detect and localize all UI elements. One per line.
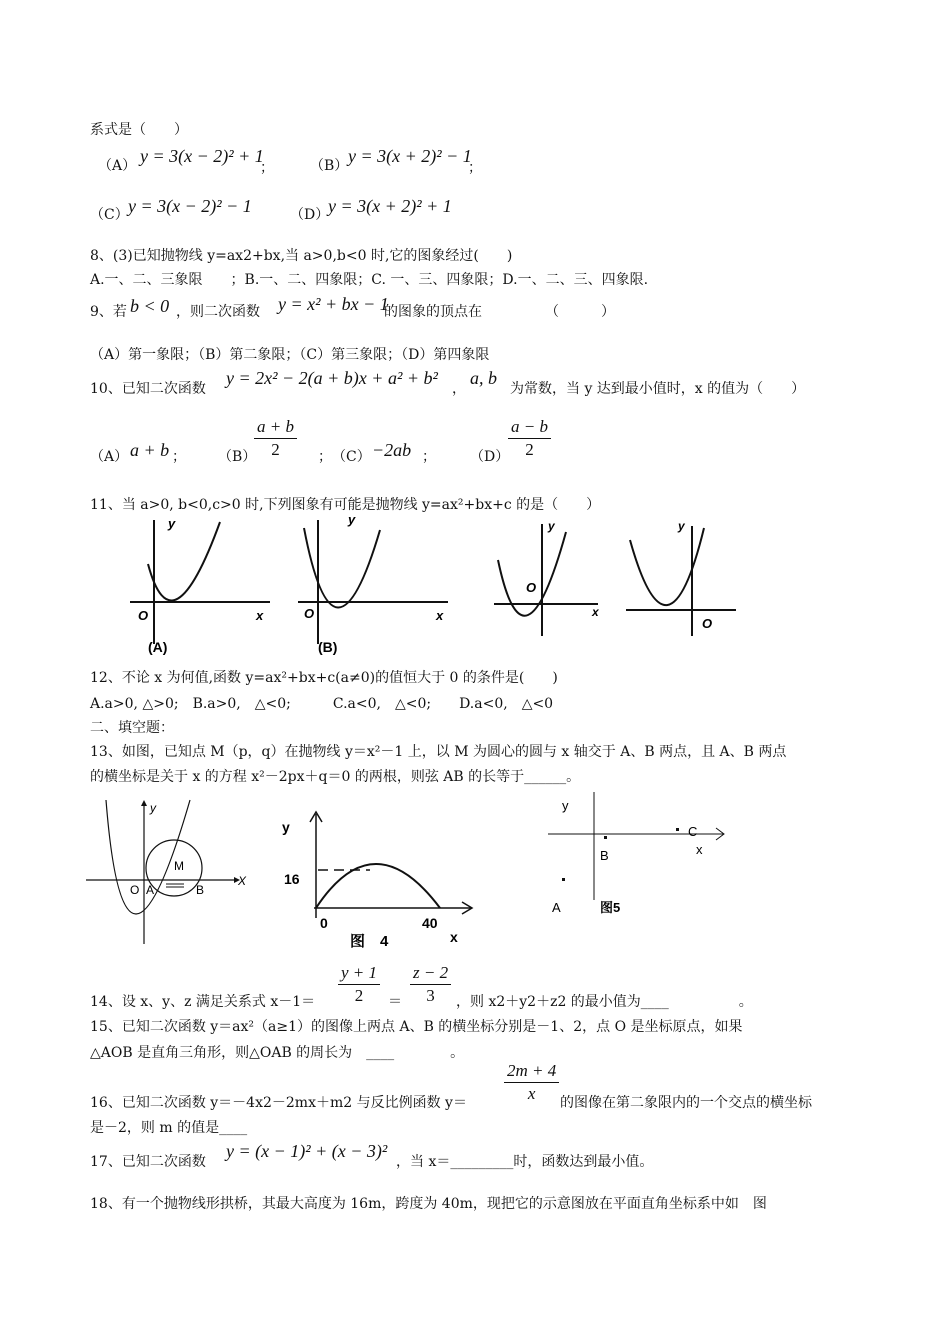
figure-4-40: 40 xyxy=(422,915,438,931)
q18-line1: 18、有一个抛物线形拱桥，其最大高度为 16m，跨度为 40m，现把它的示意图放在平面直角坐标系中如 图 xyxy=(90,1196,767,1212)
q9-suffix: 的图象的顶点在 （ ） xyxy=(384,304,615,320)
q11-c-y-label: y xyxy=(548,519,555,533)
q10-suffix: 为常数，当 y 达到最小值时，x 的值为（ ） xyxy=(510,381,806,397)
q10-comma: ， xyxy=(452,381,466,397)
q10-option-d-fraction xyxy=(508,416,551,461)
q10-sep-b: ； xyxy=(318,449,332,465)
q17-suffix: ，当 x＝_________时，函数达到最小值。 xyxy=(396,1154,654,1170)
q16-line2: 是－2，则 m 的值是____ xyxy=(90,1120,248,1136)
q11-figure-c xyxy=(488,520,618,650)
q9-function: y = x² + bx − 1 xyxy=(278,294,389,314)
q14-frac1-den: 2 xyxy=(354,986,364,1005)
q10-option-a-expr: a + b xyxy=(130,440,170,460)
q10-params: a, b xyxy=(470,368,497,388)
q11-c-x-label: x xyxy=(592,605,599,619)
q14-frac2-den: 3 xyxy=(426,986,435,1005)
q10-sep-c: ； xyxy=(422,449,436,465)
q11-b-x-label: x xyxy=(436,608,444,623)
q10-option-c-expr: −2ab xyxy=(372,440,412,460)
q13-fig-b: B xyxy=(196,883,205,897)
figure-5-x: x xyxy=(696,842,703,857)
figure-4-caption: 图 4 xyxy=(350,933,389,950)
q7-option-c-expr: y = 3(x − 2)² − 1 xyxy=(128,196,252,216)
q11-a-caption: (A) xyxy=(148,639,168,655)
q13-fig-x: X xyxy=(238,874,247,888)
figure-4-0: 0 xyxy=(320,915,328,931)
q11-c-origin: O xyxy=(526,580,537,595)
q17-function: y = (x − 1)² + (x − 3)² xyxy=(226,1141,388,1161)
q16-suffix: 的图像在第二象限内的一个交点的横坐标 xyxy=(560,1095,812,1111)
q7-sep-a: ； xyxy=(260,160,274,176)
q16-prefix: 16、已知二次函数 y＝－4x2－2mx＋m2 与反比例函数 y＝ xyxy=(90,1095,467,1111)
q12-options: A.a>0, △>0; B.a>0, △<0; C.a<0, △<0; D.a<0, △<0 xyxy=(90,696,554,712)
q16-frac-den: x xyxy=(527,1084,536,1103)
q14-fraction-1 xyxy=(338,962,380,1007)
q11-figure-b xyxy=(288,514,448,662)
q10-sep-a: ； xyxy=(172,449,186,465)
q15-line1: 15、已知二次函数 y＝ax²（a≥1）的图像上两点 A、B 的横坐标分别是－1、2，点 O 是坐标原点，如果 xyxy=(90,1019,743,1035)
q14-equals: ＝ xyxy=(388,994,402,1010)
q9-options: （A）第一象限；（B）第二象限；（C）第三象限；（D）第四象限 xyxy=(90,347,490,363)
q11-b-origin: O xyxy=(304,606,315,621)
figure-4 xyxy=(278,806,478,956)
q7-option-b-expr: y = 3(x + 2)² − 1 xyxy=(348,146,472,166)
q10-option-d-num: a − b xyxy=(508,416,551,439)
q14-fraction-2 xyxy=(410,962,451,1007)
q11-figure-d xyxy=(622,520,742,640)
q10-option-b-fraction xyxy=(254,416,297,461)
q9-prefix: 9、若 xyxy=(90,304,127,320)
q9-condition: b < 0 xyxy=(130,296,170,316)
q16-fraction xyxy=(504,1060,559,1105)
q13-figure xyxy=(80,798,250,948)
q11-figure-a xyxy=(120,514,270,662)
q11-a-y-label: y xyxy=(168,516,176,531)
q9-mid: ，则二次函数 xyxy=(176,304,260,320)
q13-line1: 13、如图，已知点 M（p，q）在抛物线 y＝x²－1 上，以 M 为圆心的圆与 x 轴交于 A、B 两点，且 A、B 两点 xyxy=(90,744,787,760)
figure-5-b: B xyxy=(600,848,609,863)
q13-fig-a: A xyxy=(146,883,155,897)
q14-frac1-num: y + 1 xyxy=(338,962,380,985)
q7-stem: 系式是（ ） xyxy=(90,122,188,138)
q7-sep-b: ； xyxy=(468,160,482,176)
q7-option-d-expr: y = 3(x + 2)² + 1 xyxy=(328,196,452,216)
q14-suffix: ，则 x2＋y2＋z2 的最小值为____ 。 xyxy=(456,994,753,1010)
q11-d-y-label: y xyxy=(678,519,685,533)
q11-stem: 11、当 a>0, b<0,c>0 时,下列图象有可能是抛物线 y=ax²+bx+c 的是（ ） xyxy=(90,497,601,513)
q10-option-d-den: 2 xyxy=(525,440,534,459)
figure-5 xyxy=(548,788,734,918)
q11-b-caption: (B) xyxy=(318,639,338,655)
figure-5-y: y xyxy=(562,798,569,813)
q8-stem: 8、(3)已知抛物线 y=ax2+bx,当 a>0,b<0 时,它的图象经过( ) xyxy=(90,248,513,264)
q7-option-c-label: （C） xyxy=(90,207,129,223)
q11-a-x-label: x xyxy=(256,608,264,623)
q16-frac-num: 2m + 4 xyxy=(504,1060,559,1083)
figure-5-caption: 图5 xyxy=(600,900,621,915)
q10-function: y = 2x² − 2(a + b)x + a² + b² xyxy=(226,368,438,388)
q10-option-b-num: a + b xyxy=(254,416,297,439)
figure-4-y: y xyxy=(282,819,290,835)
q14-prefix: 14、设 x、y、z 满足关系式 x－1＝ xyxy=(90,994,316,1010)
q10-option-b-den: 2 xyxy=(271,440,280,459)
q8-options: A.一、二、三象限 ；B.一、二、四象限；C. 一、三、四象限；D.一、二、三、四象限. xyxy=(90,272,649,288)
q13-line2: 的横坐标是关于 x 的方程 x²－2px＋q＝0 的两根，则弦 AB 的长等于______。 xyxy=(90,769,581,785)
q13-fig-origin: O xyxy=(130,883,140,897)
q10-option-a-label: （A） xyxy=(90,449,129,465)
section-fill-blank: 二、填空题： xyxy=(90,720,174,736)
figure-4-16: 16 xyxy=(284,871,300,887)
q7-option-a-expr: y = 3(x − 2)² + 1 xyxy=(140,146,264,166)
q11-d-origin: O xyxy=(702,616,713,631)
q11-a-origin: O xyxy=(138,608,149,623)
q7-option-b-label: （B） xyxy=(310,158,349,174)
q11-b-y-label: y xyxy=(348,512,356,527)
q17-prefix: 17、已知二次函数 xyxy=(90,1154,206,1170)
q12-stem: 12、不论 x 为何值,函数 y=ax²+bx+c(a≠0)的值恒大于 0 的条件是( ) xyxy=(90,670,558,686)
q13-fig-m: M xyxy=(174,859,184,873)
q10-option-b-label: （B） xyxy=(218,449,257,465)
q10-option-d-label: （D） xyxy=(470,449,510,465)
q14-frac2-num: z − 2 xyxy=(410,962,451,985)
q10-option-c-label: （C） xyxy=(332,449,371,465)
q10-prefix: 10、已知二次函数 xyxy=(90,381,206,397)
q13-fig-y: y xyxy=(150,801,156,815)
figure-5-c: C xyxy=(688,824,698,839)
q7-option-d-label: （D） xyxy=(290,207,330,223)
q7-option-a-label: （A） xyxy=(98,158,137,174)
figure-4-x: x xyxy=(450,929,458,945)
figure-5-a: A xyxy=(552,900,561,915)
q15-line2: △AOB 是直角三角形，则△OAB 的周长为 ____ 。 xyxy=(90,1045,465,1061)
